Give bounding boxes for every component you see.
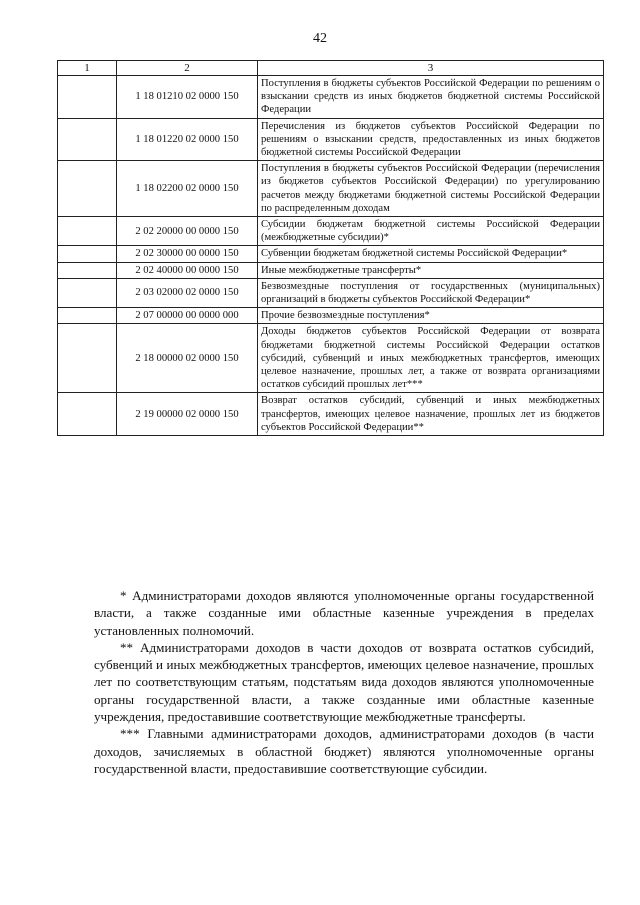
row-code: 2 18 00000 02 0000 150 [117, 324, 258, 393]
row-code: 2 02 20000 00 0000 150 [117, 217, 258, 246]
row-description: Возврат остатков субсидий, субвенций и иных межбюджетных трансфертов, имеющих целевое назначение, прошлых лет из бюджетов субъектов Российской Федерации** [258, 393, 604, 436]
row-col1 [58, 76, 117, 119]
column-header-2: 2 [117, 61, 258, 76]
row-col1 [58, 118, 117, 161]
column-header-3: 3 [258, 61, 604, 76]
table-row [58, 217, 604, 246]
budget-codes-table [57, 60, 604, 436]
row-col1 [58, 161, 117, 217]
column-header-1: 1 [58, 61, 117, 76]
table-row [58, 246, 604, 262]
table-row [58, 262, 604, 278]
table-row [58, 76, 604, 119]
row-code: 2 03 02000 02 0000 150 [117, 278, 258, 307]
row-col1 [58, 278, 117, 307]
row-description: Иные межбюджетные трансферты* [258, 262, 604, 278]
table-header-row [58, 61, 604, 76]
footnote-1: * Администраторами доходов являются уполномоченные органы государственной власти, а также созданные ими областные казенные учреждения в пределах установленных полномочий. [94, 588, 594, 638]
row-col1 [58, 308, 117, 324]
row-code: 2 07 00000 00 0000 000 [117, 308, 258, 324]
row-code: 2 02 30000 00 0000 150 [117, 246, 258, 262]
row-code: 1 18 02200 02 0000 150 [117, 161, 258, 217]
row-description: Поступления в бюджеты субъектов Российской Федерации по решениям о взыскании средств из иных бюджетов бюджетной системы Российской Федерации [258, 76, 604, 119]
table-row [58, 118, 604, 161]
footnote-2: ** Администраторами доходов в части доходов от возврата остатков субсидий, субвенций и иных межбюджетных трансфертов, имеющих целевое назначение, прошлых лет по соответствующим статьям, подстатьям вида доходов являются уполномоченные органы государственной власти, а также созданные ими областные казенные учреждения, предоставившие соответствующие межбюджетные трансферты. [94, 639, 594, 725]
footnote-3: *** Главными администраторами доходов, администраторами доходов (в части доходов, зачисляемых в областной бюджет) являются уполномоченные органы государственной власти, предоставившие соответствующие субсидии. [94, 726, 594, 776]
page-number: 42 [313, 31, 327, 46]
table-row [58, 324, 604, 393]
row-code: 1 18 01210 02 0000 150 [117, 76, 258, 119]
row-code: 1 18 01220 02 0000 150 [117, 118, 258, 161]
row-col1 [58, 393, 117, 436]
row-description: Поступления в бюджеты субъектов Российской Федерации (перечисления из бюджетов субъектов Российской Федерации) по урегулированию расчетов между бюджетами бюджетной системы Российской Федерации по распределенным доходам [258, 161, 604, 217]
row-col1 [58, 262, 117, 278]
table-row [58, 393, 604, 436]
row-code: 2 02 40000 00 0000 150 [117, 262, 258, 278]
row-description: Прочие безвозмездные поступления* [258, 308, 604, 324]
row-col1 [58, 246, 117, 262]
row-description: Субсидии бюджетам бюджетной системы Российской Федерации (межбюджетные субсидии)* [258, 217, 604, 246]
row-col1 [58, 324, 117, 393]
row-description: Безвозмездные поступления от государственных (муниципальных) организаций в бюджеты субъектов Российской Федерации* [258, 278, 604, 307]
row-description: Субвенции бюджетам бюджетной системы Российской Федерации* [258, 246, 604, 262]
table-row [58, 278, 604, 307]
footnotes [94, 587, 594, 777]
row-description: Доходы бюджетов субъектов Российской Федерации от возврата бюджетами бюджетной системы Российской Федерации остатков субсидий, субвенций и иных межбюджетных трансфертов, имеющих целевое назначение, прошлых лет, а также от возврата организациями остатков субсидий прошлых лет*** [258, 324, 604, 393]
table-row [58, 308, 604, 324]
row-code: 2 19 00000 02 0000 150 [117, 393, 258, 436]
table-row [58, 161, 604, 217]
row-col1 [58, 217, 117, 246]
row-description: Перечисления из бюджетов субъектов Российской Федерации по решениям о взыскании средств, предоставленных из иных бюджетов бюджетной системы Российской Федерации [258, 118, 604, 161]
